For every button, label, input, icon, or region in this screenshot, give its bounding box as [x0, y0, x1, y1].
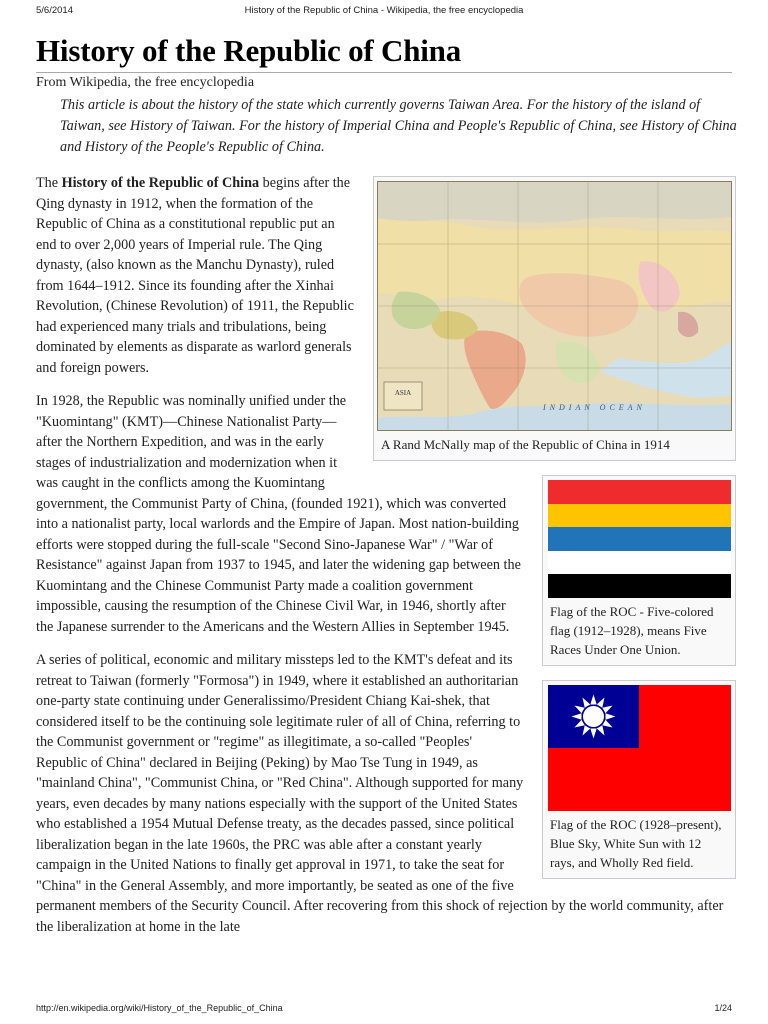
- paragraph-intro: The History of the Republic of China begins after the Qing dynasty in 1912, when the formation of the Republic of China as a constitutional republic put an end to over 2,000 years of Imperial rule. The Qing dynasty, (also known as the Manchu Dynasty), ruled from 1644–1912. Since its founding after the Xinhai Revolution, (Chinese Revolution) of 1911, the Republic had experienced many trials and tribulations, being dominated by elements as disparate as warlord generals and foreign powers.: [36, 175, 354, 376]
- print-page-number: 1/24: [714, 1003, 732, 1013]
- article-title: History of the Republic of China: [36, 33, 462, 68]
- map-caption: A Rand McNally map of the Republic of China in 1914: [381, 437, 670, 452]
- paragraph-kuomintang: In 1928, the Republic was nominally unified under the "Kuomintang" (KMT)—Chinese Nationalist Party—after the Northern Expedition, and was in the early stages of industrialization and modernization when it was caught in the conflicts among the Kuomintang government, the Communist Party of China, (founded 1921), which was converted into a nationalist party, local warlords and the Empire of Japan. Most nation-building efforts were stopped during the full-scale "Second Sino-Japanese War" / "War of Resistance" against Japan from 1937 to 1945, and later the widening gap between the Kuomintang and the Chinese Communist Party made a coalition government impossible, causing the resumption of the Chinese Civil War, in 1946, shortly after the Japanese surrender to the Americans and the Western Allies in September 1945.: [36, 393, 521, 635]
- from-wikipedia: From Wikipedia, the free encyclopedia: [36, 75, 255, 90]
- hatnote[interactable]: This article is about the history of the state which currently governs Taiwan Area. For the history of the island of Taiwan, see History of Taiwan. For the history of Imperial China and People's Republic of China, see History of China and History of the People's Republic of China.: [60, 97, 737, 155]
- roc-flag-figure[interactable]: [542, 680, 736, 879]
- flag-canton: [548, 685, 639, 748]
- map-ocean-label: INDIAN OCEAN: [543, 403, 646, 412]
- five-colored-flag-image[interactable]: [548, 480, 731, 598]
- print-page-title: History of the Republic of China - Wikipedia, the free encyclopedia: [244, 5, 524, 16]
- flag-band-red: [548, 480, 731, 504]
- map-legend-label: ASIA: [394, 389, 412, 397]
- roc-flag-caption: Flag of the ROC (1928–present), Blue Sky, White Sun with 12 rays, and Wholly Red field.: [550, 817, 722, 870]
- map-image[interactable]: [377, 181, 732, 431]
- flag-band-yellow: [548, 504, 731, 528]
- flag-band-blue: [548, 527, 731, 551]
- print-header: [0, 0, 768, 22]
- map-figure[interactable]: [373, 176, 736, 461]
- title-divider: [36, 72, 732, 73]
- flag-band-white: [548, 551, 731, 575]
- map-illustration: [378, 182, 731, 430]
- white-sun-icon: [548, 685, 639, 748]
- flag-band-black: [548, 574, 731, 598]
- paragraph-retreat: A series of political, economic and military missteps led to the KMT's defeat and its retreat to Taiwan (formerly "Formosa") in 1949, where it established an authoritarian one-party state continuing under Generalissimo/President Chiang Kai-shek, that considered itself to be the continuing sole legitimate ruler of all of China, referring to the Communist government or "regime" as illegitimate, a so-called "Peoples' Republic of China" declared in Beijing (Peking) by Mao Tse Tung in 1949, as "mainland China", "Communist China, or "Red China". Although supported for many years, even decades by many nations especially with the support of the United States who established a 1954 Mutual Defense treaty, as the decades passed, since political liberalization began in the late 1960s, the PRC was able after a constant yearly campaign in the United Nations to finally get approval in 1971, to take the seat for "China" in the General Assembly, and more importantly, be seated as one of the five permanent members of the Security Council. After recovering from this shock of rejection by the world community, after the liberalization at home in the late: [36, 652, 724, 935]
- print-date: 5/6/2014: [36, 5, 73, 16]
- article-body: [36, 173, 736, 950]
- print-footer: [0, 1000, 768, 1020]
- five-colored-flag-figure[interactable]: [542, 475, 736, 666]
- print-url[interactable]: http://en.wikipedia.org/wiki/History_of_the_Republic_of_China: [36, 1003, 283, 1013]
- roc-flag-image[interactable]: [548, 685, 731, 811]
- bold-subject: History of the Republic of China: [61, 175, 260, 191]
- five-colored-flag-caption: Flag of the ROC - Five-colored flag (1912–1928), means Five Races Under One Union.: [550, 604, 714, 657]
